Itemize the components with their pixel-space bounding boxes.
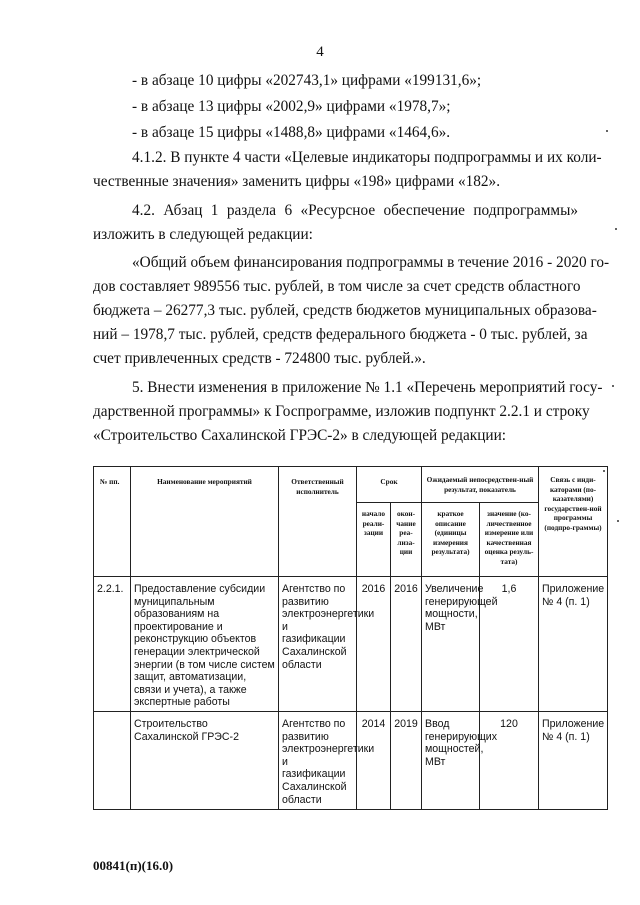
row-end: 2016 (391, 577, 422, 712)
scan-speck (617, 520, 619, 522)
page-number: 4 (316, 44, 324, 60)
scan-speck (612, 385, 614, 387)
row-description: Увеличение генерирующей мощности, МВт (422, 577, 480, 712)
row-name: Предоставление субсидии муниципальным образованиям на проектирование и реконструкцию объектов генерации электрической энергии (в том числе систем защит, автоматизации, связи и учета), а также экспертные работы (131, 577, 279, 712)
row-value: 120 (480, 711, 539, 809)
para-42-line-1: 4.2. Абзац 1 раздела 6 «Ресурсное обеспечение подпрограммы» (132, 202, 578, 219)
header-link: Связь с инди-каторами (по-казателями) государствен-ной программы (подпро-граммы) (539, 467, 608, 577)
row-responsible: Агентство по развитию электроэнергетики и газификации Сахалинской области (279, 711, 357, 809)
table-row (94, 577, 608, 712)
quote-line-1: «Общий объем финансирования подпрограммы в течение 2016 - 2020 го- (132, 254, 610, 271)
row-link: Приложение № 4 (п. 1) (539, 711, 608, 809)
header-result: Ожидаемый непосредствен-ный результат, показатель (422, 467, 539, 503)
header-term: Срок (357, 467, 422, 503)
row-start: 2014 (357, 711, 391, 809)
para-5-line-2: дарственной программы» к Госпрограмме, изложив подпункт 2.2.1 и строку (93, 403, 590, 420)
row-responsible: Агентство по развитию электроэнергетики и газификации Сахалинской области (279, 577, 357, 712)
row-value: 1,6 (480, 577, 539, 712)
row-link: Приложение № 4 (п. 1) (539, 577, 608, 712)
header-name: Наименование мероприятий (131, 467, 279, 577)
row-name: Строительство Сахалинской ГРЭС-2 (131, 711, 279, 809)
header-num: № пп. (94, 467, 131, 577)
row-number (94, 711, 131, 809)
scan-speck (615, 228, 617, 230)
document-code: 00841(п)(16.0) (93, 858, 174, 873)
quote-line-5: счет привлеченных средств - 724800 тыс. рублей.». (93, 350, 426, 367)
quote-line-2: дов составляет 989556 тыс. рублей, в том числе за счет средств областного (93, 278, 581, 295)
amend-line-3: - в абзаце 15 цифры «1488,8» цифрами «1464,6». (132, 124, 451, 141)
para-42-line-2: изложить в следующей редакции: (93, 226, 313, 243)
amend-line-2: - в абзаце 13 цифры «2002,9» цифрами «1978,7»; (132, 98, 451, 115)
amend-line-1: - в абзаце 10 цифры «202743,1» цифрами «199131,6»; (132, 72, 482, 89)
quote-line-4: ний – 1978,7 тыс. рублей, средств федерального бюджета - 0 тыс. рублей, за (93, 326, 588, 343)
row-number: 2.2.1. (94, 577, 131, 712)
row-description: Ввод генерирующих мощностей, МВт (422, 711, 480, 809)
header-start: начало реали-зации (357, 503, 391, 577)
para-412-line-1: 4.1.2. В пункте 4 части «Целевые индикаторы подпрограммы и их коли- (132, 149, 602, 166)
para-412-line-2: чественные значения» заменить цифры «198» цифрами «182». (93, 173, 501, 190)
table-row (94, 711, 608, 809)
header-value: значение (ко-личественное измерение или качественная оценка резуль-тата) (480, 503, 539, 577)
header-responsible: Ответственный исполнитель (279, 467, 357, 577)
measures-table (93, 466, 608, 810)
para-5-line-1: 5. Внести изменения в приложение № 1.1 «Перечень мероприятий госу- (132, 379, 603, 396)
header-description: краткое описание (единицы измерения результата) (422, 503, 480, 577)
para-5-line-3: «Строительство Сахалинской ГРЭС-2» в следующей редакции: (93, 427, 507, 444)
header-end: окон-чание реа-лиза-ции (391, 503, 422, 577)
scan-speck (606, 130, 608, 132)
quote-line-3: бюджета – 26277,3 тыс. рублей, средств бюджетов муниципальных образова- (93, 302, 597, 319)
row-end: 2019 (391, 711, 422, 809)
row-start: 2016 (357, 577, 391, 712)
